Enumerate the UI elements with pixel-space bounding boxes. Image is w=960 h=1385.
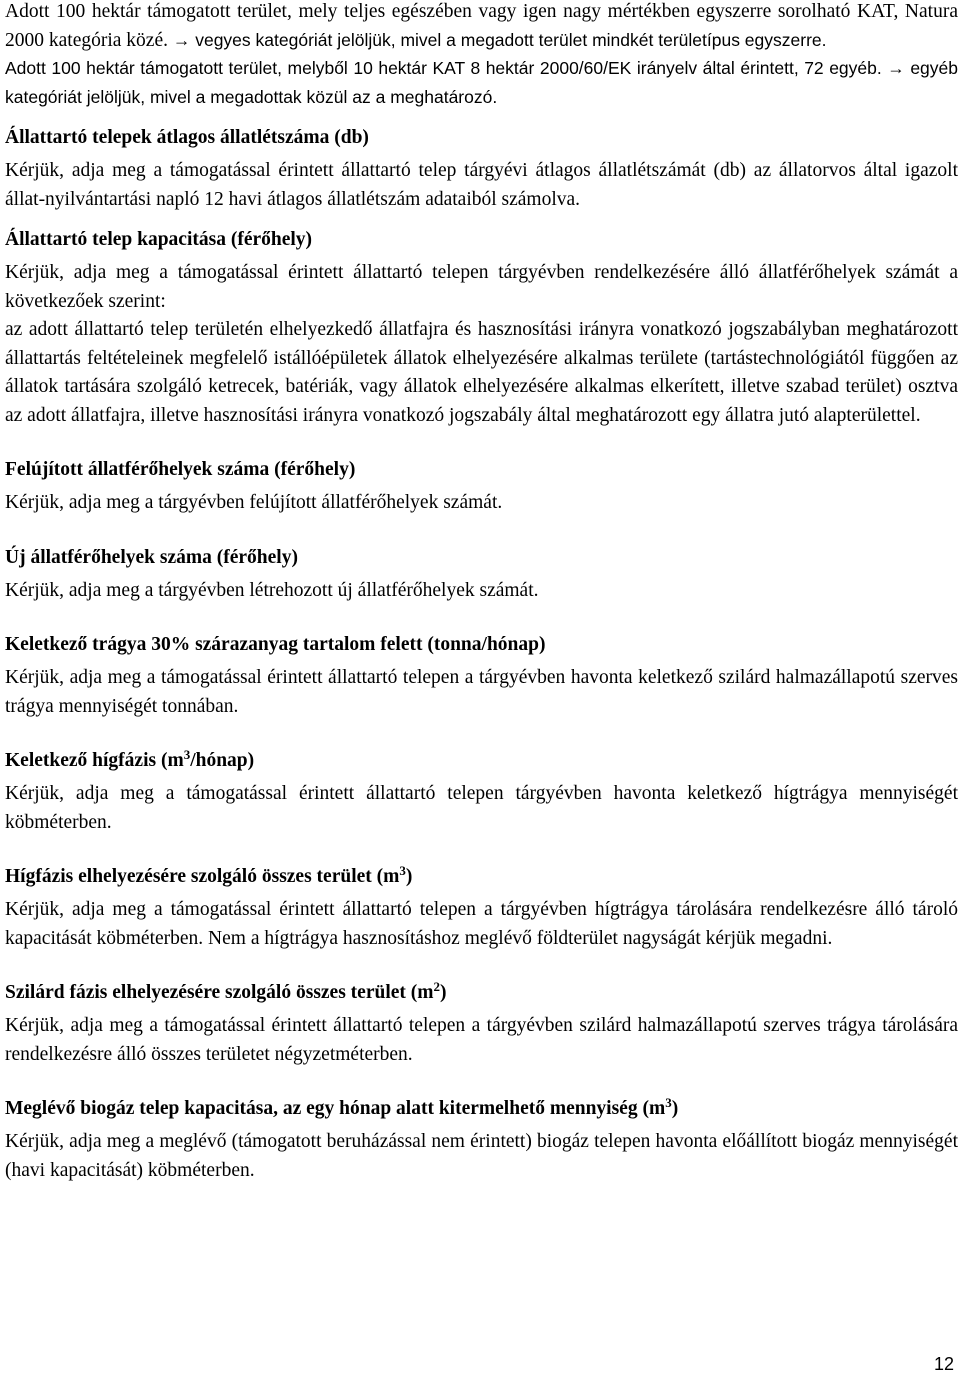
section-body: Kérjük, adja meg a meglévő (támogatott beruházással nem érintett) biogáz telepen havonta előállított biogáz mennyiségét (havi kapacitását) köbméterben. <box>5 1131 958 1181</box>
section-title: Állattartó telepek átlagos állatlétszáma (db) <box>5 127 369 148</box>
section-title: Új állatférőhelyek száma (férőhely) <box>5 546 298 568</box>
intro-paragraph-2 <box>5 55 958 112</box>
section-solid-storage-area <box>5 979 958 1069</box>
page-number: 12 <box>933 1354 954 1374</box>
section-body: Kérjük, adja meg a támogatással érintett állattartó telep tárgyévi átlagos állatlétszámát (db) az állatorvos által igazolt állat-nyilvántartási napló 12 havi átlagos állatlétszám adataiból számolva. <box>5 160 958 210</box>
intro-conclusion-1: → vegyes kategóriát jelöljük, mivel a megadott terület mindkét területípus egyszerre. <box>172 29 827 50</box>
intro-conclusion-2: → egyéb kategóriát jelöljük, mivel a megadottak közül az a meghatározó. <box>5 58 959 107</box>
section-body: Kérjük, adja meg a támogatással érintett állattartó telepen a tárgyévben szilárd halmazállapotú szerves trágya tárolására rendelkezésre álló összes területet négyzetméterben. <box>5 1015 958 1065</box>
section-body-detail: az adott állattartó telep területén elhelyezkedő állatfajra és hasznosítási irányra vonatkozó jogszabályban meghatározott állattartás feltételeinek megfelelő istállóépületek állatok elhelyezésére alkalmas területe (tartástechnológiától függően az állatok tartására szolgáló ketrecek, batériák, vagy állatok elhelyezésére alkalmas elkerített, illetve szabad terület) osztva az adott állatfajra, illetve hasznosítási irányra vonatkozó jogszabály által meghatározott egy állatra jutó alapterülettel. <box>5 319 958 426</box>
section-farm-capacity <box>5 226 958 430</box>
section-body: Kérjük, adja meg a támogatással érintett állattartó telepen a tárgyévben havonta keletkező szilárd halmazállapotú szerves trágya mennyiségét tonnában. <box>5 667 958 717</box>
document-page <box>5 0 958 1185</box>
section-title: Keletkező trágya 30% szárazanyag tartalom felett (tonna/hónap) <box>5 634 546 655</box>
section-body: Kérjük, adja meg a támogatással érintett állattartó telepen tárgyévben rendelkezésére álló állatférőhelyek számát a következőek szerint: <box>5 262 958 312</box>
section-title: Keletkező hígfázis $(m^3/hónap)$ <box>5 747 255 771</box>
section-body: Kérjük, adja meg a támogatással érintett állattartó telepen tárgyévben havonta keletkező hígtrágya mennyiségét köbméterben. <box>5 783 958 833</box>
section-average-livestock <box>5 124 958 214</box>
section-biogas-capacity <box>5 1095 958 1185</box>
section-title: Szilárd fázis elhelyezésére szolgáló összes terület $(m^2)$ <box>5 979 447 1003</box>
intro-paragraph-1 <box>5 0 958 55</box>
section-title: Állattartó telep kapacitása (férőhely) <box>5 229 313 250</box>
section-liquid-phase <box>5 747 958 837</box>
section-body: Kérjük, adja meg a tárgyévben létrehozott új állatférőhelyek számát. <box>5 579 539 601</box>
intro-example-1: Adott 100 hektár támogatott terület, mely teljes egészében vagy igen nagy mértékben egyszerre sorolható KAT, Natura 2000 kategória közé. <box>5 1 958 51</box>
section-title: Felújított állatférőhelyek száma (férőhely) <box>5 459 356 480</box>
section-liquid-storage-area <box>5 863 958 953</box>
section-title: Meglévő biogáz telep kapacitása, az egy hónap alatt kitermelhető mennyiség $(m^3)$ <box>5 1095 679 1119</box>
section-renovated-places <box>5 456 958 518</box>
section-title: Hígfázis elhelyezésére szolgáló összes terület $(m^3)$ <box>5 863 413 887</box>
intro-example-2: Adott 100 hektár támogatott terület, melyből 10 hektár KAT 8 hektár 2000/60/EK irányelv által érintett, 72 egyéb. <box>5 58 882 78</box>
section-body: Kérjük, adja meg a támogatással érintett állattartó telepen a tárgyévben hígtrágya tárolására rendelkezésre álló tároló kapacitását köbméterben. Nem a hígtrágya hasznosításhoz meglévő földterület nagyságát kérjük megadni. <box>5 899 958 949</box>
section-body: Kérjük, adja meg a tárgyévben felújított állatférőhelyek számát. <box>5 492 503 513</box>
section-solid-manure <box>5 631 958 721</box>
section-new-places <box>5 544 958 606</box>
